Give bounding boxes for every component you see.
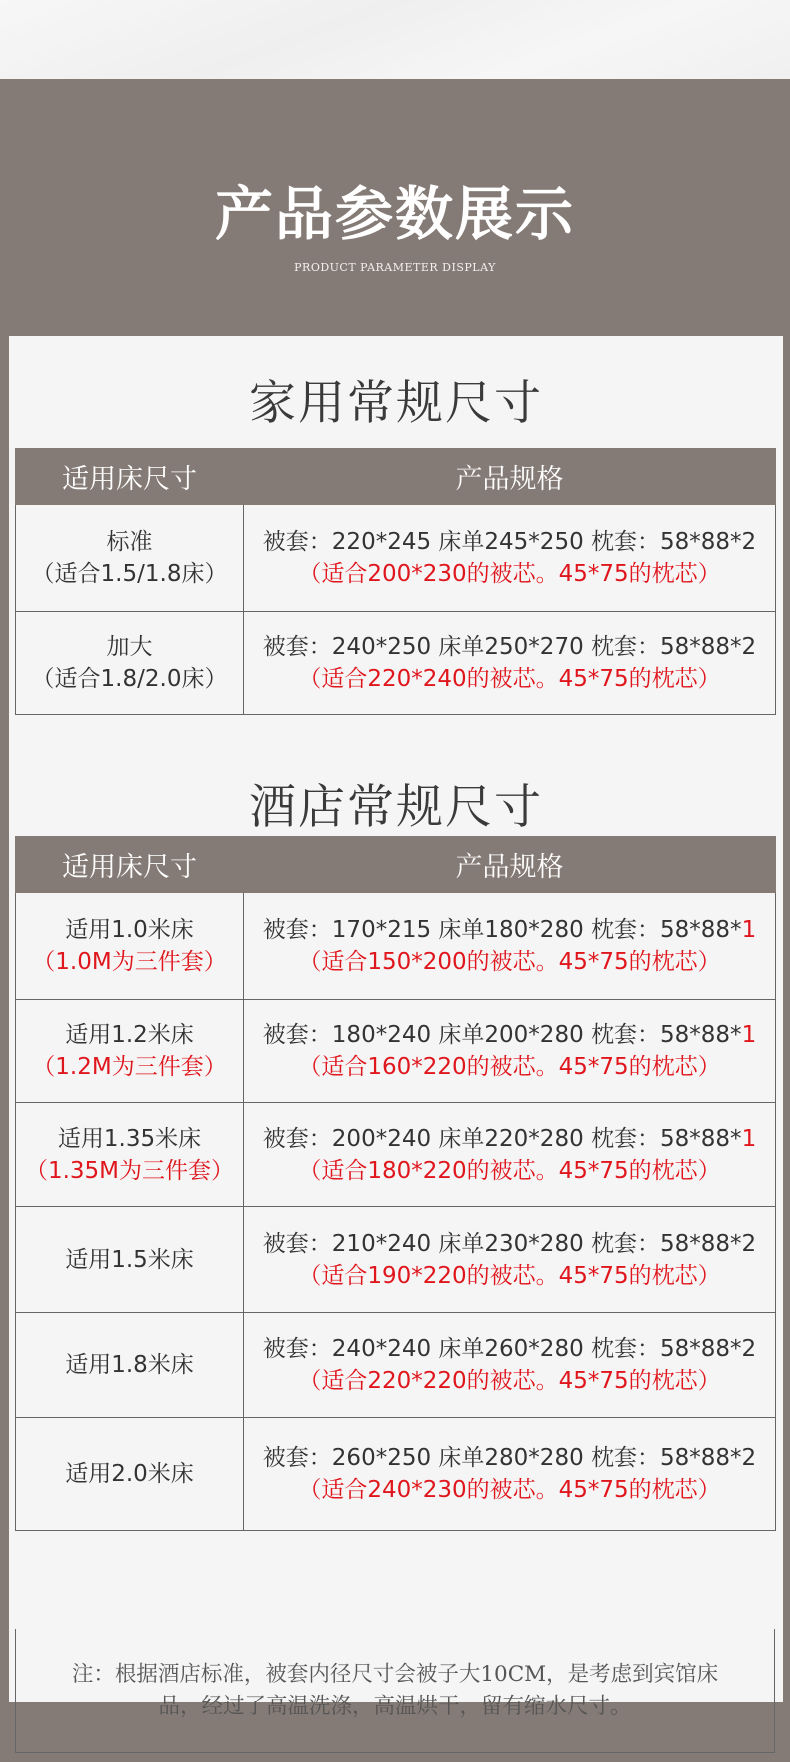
bed-size-note: （1.35M为三件套）	[24, 1157, 235, 1184]
table-row	[16, 505, 776, 612]
parameter-section	[0, 79, 790, 1762]
spec-note: （适合240*230的被芯。45*75的枕芯）	[298, 1477, 721, 1503]
column-header-spec: 产品规格	[244, 449, 776, 505]
spec-text: 被套：220*245 床单245*250 枕套：58*88*2	[262, 529, 757, 555]
spec-text: 被套：210*240 床单230*280 枕套：58*88*2	[262, 1230, 757, 1257]
table-row	[16, 893, 776, 1000]
spec-quantity: 1	[741, 1125, 757, 1152]
table-row	[16, 1103, 776, 1207]
spec-cell	[244, 1000, 776, 1103]
spec-text: 被套：180*240 床单200*280 枕套：58*88*	[262, 1022, 742, 1048]
hotel-size-note: 注：根据酒店标准，被套内径尺寸会被子大10CM，是考虑到宾馆床品，经过了高温洗涤，高温烘干，留有缩水尺寸。	[15, 1629, 775, 1753]
spec-note: （适合180*220的被芯。45*75的枕芯）	[298, 1157, 721, 1184]
spec-note: （适合150*200的被芯。45*75的枕芯）	[298, 949, 721, 975]
spec-cell	[244, 1207, 776, 1313]
bed-size-cell	[16, 1000, 244, 1103]
spec-quantity: 1	[741, 1022, 757, 1048]
home-size-table	[15, 448, 776, 715]
spec-cell	[244, 1418, 776, 1531]
table-row	[16, 612, 776, 715]
spec-quantity: 1	[741, 917, 757, 943]
spec-note: （适合190*220的被芯。45*75的枕芯）	[298, 1262, 721, 1289]
bed-size-label: 标准	[106, 529, 153, 555]
spec-cell	[244, 1103, 776, 1207]
spec-line	[248, 1123, 771, 1155]
bed-size-cell	[16, 1313, 244, 1418]
spec-note: （适合220*240的被芯。45*75的枕芯）	[298, 666, 721, 692]
spec-cell	[244, 612, 776, 715]
bed-size-label: 适用1.2米床	[65, 1022, 194, 1048]
page-subtitle: PRODUCT PARAMETER DISPLAY	[294, 261, 496, 274]
bed-size-cell	[16, 1418, 244, 1531]
spec-line	[248, 1019, 771, 1051]
bed-size-label: 适用1.35米床	[57, 1125, 202, 1152]
spec-text: 被套：240*240 床单260*280 枕套：58*88*2	[262, 1336, 757, 1362]
hotel-section-title: 酒店常规尺寸	[249, 780, 543, 835]
bed-size-label: 适用1.8米床	[65, 1352, 194, 1378]
table-header-row	[16, 449, 776, 505]
bed-size-note: （适合1.8/2.0床）	[31, 666, 228, 692]
page-title: 产品参数展示	[214, 180, 575, 248]
bed-size-cell	[16, 1207, 244, 1313]
spec-cell	[244, 1313, 776, 1418]
bed-size-note: （1.0M为三件套）	[32, 949, 227, 975]
bed-size-cell	[16, 612, 244, 715]
spec-text: 被套：170*215 床单180*280 枕套：58*88*	[262, 917, 742, 943]
bed-size-cell	[16, 1103, 244, 1207]
bed-size-note: （1.2M为三件套）	[32, 1054, 227, 1080]
table-row	[16, 1418, 776, 1531]
spec-panel	[9, 336, 783, 1719]
table-row	[16, 1207, 776, 1313]
table-row	[16, 1313, 776, 1418]
table-row	[16, 1000, 776, 1103]
bed-size-label: 适用2.0米床	[65, 1461, 194, 1487]
table-header-row	[16, 837, 776, 893]
top-strip	[0, 0, 790, 79]
column-header-spec: 产品规格	[244, 837, 776, 893]
home-section-title: 家用常规尺寸	[249, 376, 543, 431]
bed-size-note: （适合1.5/1.8床）	[31, 561, 228, 587]
bed-size-label: 加大	[106, 634, 153, 660]
hotel-size-table	[15, 836, 776, 1531]
spec-text: 被套：240*250 床单250*270 枕套：58*88*2	[262, 634, 757, 660]
spec-text: 被套：260*250 床单280*280 枕套：58*88*2	[262, 1445, 757, 1471]
spec-text: 被套：200*240 床单220*280 枕套：58*88*	[262, 1125, 742, 1152]
column-header-bed-size: 适用床尺寸	[16, 449, 244, 505]
spec-line	[248, 914, 771, 946]
spec-note: （适合160*220的被芯。45*75的枕芯）	[298, 1054, 721, 1080]
bed-size-label: 适用1.5米床	[65, 1246, 194, 1273]
bed-size-label: 适用1.0米床	[65, 917, 194, 943]
spec-note: （适合220*220的被芯。45*75的枕芯）	[298, 1368, 721, 1394]
spec-note: （适合200*230的被芯。45*75的枕芯）	[298, 561, 721, 587]
bed-size-cell	[16, 893, 244, 1000]
bed-size-cell	[16, 505, 244, 612]
spec-cell	[244, 505, 776, 612]
column-header-bed-size: 适用床尺寸	[16, 837, 244, 893]
spec-cell	[244, 893, 776, 1000]
